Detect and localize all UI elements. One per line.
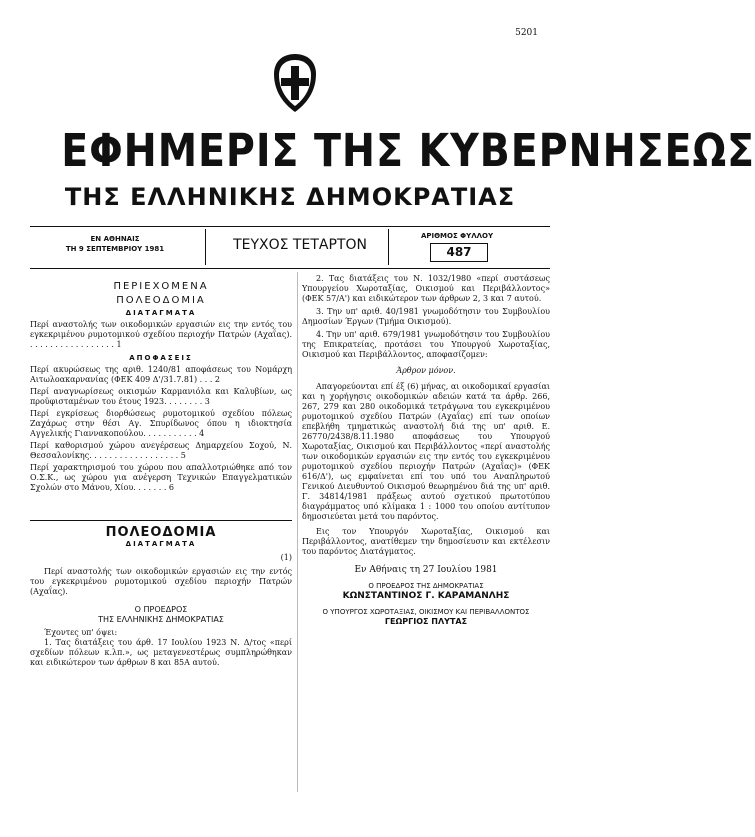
header-rule-top [30,226,550,227]
gazette-subtitle: ΤΗΣ ΕΛΛΗΝΙΚΗΣ ΔΗΜΟΚΡΑΤΙΑΣ [64,183,516,211]
decree-clause: 3. Την υπ' αριθ. 40/1981 γνωμοδότησιν του Συμβουλίου Δημοσίων Έργων (Τμήμα Οικισμού). [302,307,550,326]
minister-title: Ο ΥΠΟΥΡΓΟΣ ΧΩΡΟΤΑΞΙΑΣ, ΟΙΚΙΣΜΟΥ ΚΑΙ ΠΕΡΙΒΑΛΛΟΝΤΟΣ [322,608,530,616]
decree-left-column [30,525,292,668]
toc-entry: Περί αναγνωρίσεως οικισμών Καρμανιόλα και Καλυβίων, ως προϋφισταμένων του έτους 1923. . . . . . . . 3 [30,387,292,406]
toc-decisions-label: ΑΠΟΦΑΣΕΙΣ [129,354,193,362]
decree-issuer: Ο ΠΡΟΕΔΡΟΣ [134,605,188,614]
toc-entry: Περί χαρακτηρισμού του χώρου που απαλλοτριώθηκε από τον Ο.Σ.Κ., ως χώρου για ανέγερση Τεχνικών Επαγγελματικών Σχολών στο Μάνου, Χίου. . . . . . . 6 [30,463,292,492]
toc-title: ΠΕΡΙΕΧΟΜΕΝΑ [113,281,209,292]
decree-date-line: Εν Αθήναις τη 27 Ιουλίου 1981 [354,565,498,575]
decree-issuer-2: ΤΗΣ ΕΛΛΗΝΙΚΗΣ ΔΗΜΟΚΡΑΤΙΑΣ [98,615,224,624]
article-text: Απαγορεύονται επί έξ (6) μήνας, αι οικοδομικαί εργασίαι και η χορήγησις οικοδομικών αδειών κατά τα άρθρ. 266, 267, 279 και 280 οικοδομικά τετράγωνα του εγκεκριμένου ρυμοτομικού σχεδίου Πατρών (Αχαΐας) επί των οποίων επεβλήθη τμηματικώς αναστολή διά της υπ' αριθ. Ε. 26770/2438/8.11.1980 αποφάσεως του Υπουργού Χωροταξίας, Οικισμού και Περιβάλλοντος «περί αναστολής των οικοδομικών εργασιών εις την εντός του εγκεκριμένου ρυμοτομικού σχεδίου περιοχήν Πατρών (Αχαΐας)» (ΦΕΚ 616/Δ'), ως εμφαίνεται επί του υπό του Αναπληρωτού Γενικού Διευθυντού Οικισμού θεωρημένου διά της υπ' αριθ. Γ. 34814/1981 πράξεως αυτού σχετικού πρωτοτύπου διαγράμματος υπό κλίμακα 1 : 1000 του οποίου αντίτυπον δημοσιεύεται μετά του παρόντος. [302,382,550,521]
decree-clause: 4. Την υπ' αριθ. 679/1981 γνωμοδότησιν του Συμβουλίου της Επικρατείας, προτάσει του Υπουργού Χωροταξίας, Οικισμού και Περιβάλλοντος, αποφασίζομεν: [302,330,550,359]
sheet-label: ΑΡΙΘΜΟΣ ΦΥΛΛΟΥ [420,232,494,240]
toc-entry: Περί εγκρίσεως διορθώσεως ρυμοτομικού σχεδίου πόλεως Ζαχάρως στην θέσι Αγ. Σπυρίδωνος όπου η ιδιοκτησία Αγγελικής Γιαννακοπούλου. . . . . . . . . . . 4 [30,409,292,438]
issue-place: ΕΝ ΑΘΗΝΑΙΣ [90,235,140,243]
gazette-title: ΕΦΗΜΕΡΙΣ ΤΗΣ ΚΥΒΕΡΝΗΣΕΩΣ [61,124,755,177]
toc-decrees-label: ΔΙΑΤΑΓΜΑΤΑ [125,309,197,317]
toc-section: ΠΟΛΕΟΔΟΜΙΑ [116,295,206,306]
table-of-contents [30,282,292,493]
toc-entry: Περί καθορισμού χώρου ανεγέρσεως Δημαρχείου Σοχού, Ν. Θεσσαλονίκης. . . . . . . . . . . . . . . . . . 5 [30,441,292,460]
decree-title: Περί αναστολής των οικοδομικών εργασιών εις την εντός του εγκεκριμένου ρυμοτομικού σχεδίου περιοχήν Πατρών (Αχαΐας). [30,567,292,596]
sheet-number: 487 [430,243,488,262]
column-divider [297,272,298,792]
decree-label: ΔΙΑΤΑΓΜΑΤΑ [125,540,197,548]
issue-date: ΤΗ 9 ΣΕΠΤΕΜΒΡΙΟΥ 1981 [65,245,165,253]
issue-place-date [30,234,200,254]
decree-section: ΠΟΛΕΟΔΟΜΙΑ [105,525,217,540]
decree-considering: Έχοντες υπ' όψει: [44,628,118,637]
decree-closing: Εις τον Υπουργόν Χωροταξίας, Οικισμού και Περιβάλλοντος, ανατίθεμεν την δημοσίευσιν και εκτέλεσιν του παρόντος Διατάγματος. [302,527,550,556]
header-rule-bottom [30,268,550,269]
decree-clause: 1. Τας διατάξεις του άρθ. 17 Ιουλίου 1923 Ν. Δ/τος «περί σχεδίων πόλεων κ.λπ.», ως μεταγενεστέρως συμπληρώθηκαν και ειδικώτερον των άρθρων 8 και 85Α αυτού. [30,638,292,667]
president-title: Ο ΠΡΟΕΔΡΟΣ ΤΗΣ ΔΗΜΟΚΡΑΤΙΑΣ [368,582,484,590]
toc-entry: Περί ακυρώσεως της αριθ. 1240/81 αποφάσεως του Νομάρχη Αιτωλοακαρνανίας (ΦΕΚ 409 Δ'/31.7.81) . . . 2 [30,365,292,384]
header-divider-right [388,229,389,265]
president-name: ΚΩΝΣΤΑΝΤΙΝΟΣ Γ. ΚΑΡΑΜΑΝΛΗΣ [342,591,510,601]
decree-right-column [302,274,550,627]
decree-number: (1) [280,553,292,562]
header-divider-left [205,229,206,265]
coat-of-arms-emblem [270,52,320,114]
toc-entry: Περί αναστολής των οικοδομικών εργασιών εις την εντός του εγκεκριμένου ρυμοτομικού σχεδίου περιοχήν Πατρών (Αχαΐας). . . . . . . . . . . . . . . . . . 1 [30,320,292,349]
toc-rule [30,520,292,521]
page-number: 5201 [515,28,538,38]
decree-clause: 2. Τας διατάξεις του Ν. 1032/1980 «περί συστάσεως Υπουργείου Χωροταξίας, Οικισμού και Περιβάλλοντος» (ΦΕΚ 57/Α') και ειδικώτερον των άρθρων 2, 3 και 7 αυτού. [302,274,550,303]
article-label: Άρθρον μόνον. [396,366,456,375]
minister-name: ΓΕΩΡΓΙΟΣ ΠΛΥΤΑΣ [384,617,468,626]
issue-volume: ΤΕΥΧΟΣ ΤΕΤΑΡΤΟΝ [233,237,367,253]
